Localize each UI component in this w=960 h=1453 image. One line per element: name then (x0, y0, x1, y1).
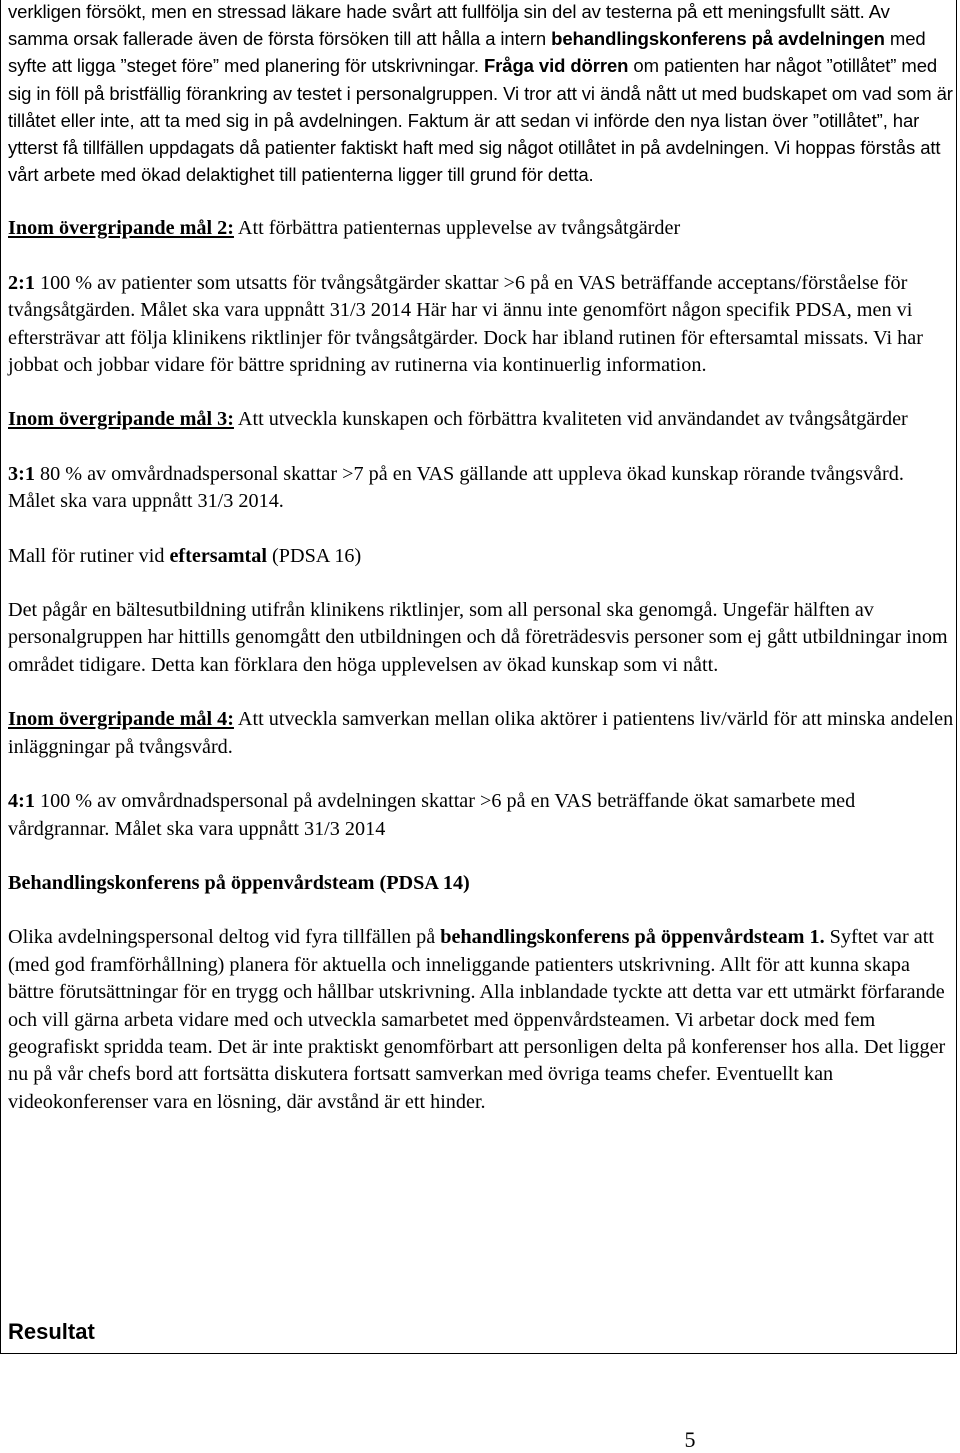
goal4-1-label: 4:1 (8, 790, 35, 813)
intro-text-1: verkligen försökt, men en stressad läkare hade svårt att fullfölja sin del av testerna på ett meningsfullt sätt. Av samma orsak fallerade även de första försöken till att hålla a intern (8, 1, 890, 50)
konf-heading-text: Behandlingskonferens på öppenvårdsteam (PDSA 14) (8, 871, 470, 894)
goal2-heading-text: Att förbättra patienternas upplevelse av tvångsåtgärder (233, 217, 681, 240)
belte-paragraph: Det pågår en bältesutbildning utifrån klinikens riktlinjer, som all personal ska genomgå. Ungefär hälften av personalgruppen har hittills genomgått den utbildningen och då företrädesvis personer som ej gått utbildningar inom området tidigare. Detta kan förklara den höga upplevelsen av ökad kunskap som vi nått. (8, 599, 948, 676)
goal3-heading-label: Inom övergripande mål 3: (8, 408, 234, 431)
goal2-1-label: 2:1 (8, 271, 35, 294)
mall-bold: eftersamtal (169, 544, 267, 567)
intro-bold-1: behandlingskonferens på avdelningen (551, 28, 885, 50)
konf-heading (8, 870, 954, 897)
konf-post: Syftet var att (med god framförhållning) planera för aktuella och inneliggande patienters utskrivning. Allt för att kunna skapa bättre förutsättningar för en trygg och hållbar utskrivning. Alla inblandade tyckte att detta var ett utmärkt förfarande och vill gärna arbeta vidare med och utveckla samarbetet med öppenvårdsteamen. Vi arbetar dock med fem geografiskt spridda team. Det är inte praktiskt genomförbart att personligen delta på konferenser hos alla. Det ligger nu på vår chefs bord att fortsätta diskutera fortsatt samverkan med övriga teams chefer. Eventuellt kan videokonferenser vara en lösning, där avstånd är ett hinder. (8, 926, 946, 1113)
goal3-1-paragraph (8, 461, 954, 516)
goal3-heading (8, 406, 954, 433)
goal4-heading-text: Att utveckla samverkan mellan olika aktörer i patientens liv/värld för att minska andelen inläggningar på tvångsvård. (8, 708, 954, 758)
goal2-1-text: 100 % av patienter som utsatts för tvångsåtgärder skattar >6 på en VAS beträffande acceptans/förståelse för tvångsåtgärden. Målet ska vara uppnått 31/3 2014 Här har vi ännu inte genomfört någon specifik PDSA, men vi eftersträvar att följa klinikens riktlinjer för tvångsåtgärder. Dock har ibland rutinen för eftersamtal missats. Vi har jobbat och jobbar vidare för bättre spridning av rutinerna via kontinuerlig information. (8, 271, 923, 377)
goal2-heading (8, 215, 954, 242)
content-area (8, 0, 954, 1116)
intro-text-3: om patienten har något ”otillåtet” med sig in föll på bristfällig förankring av testet i personalgruppen. Vi tror att vi ändå nått ut med budskapet om vad som är tillåtet eller inte, att ta med sig in på avdelningen. Faktum är att sedan vi införde den nya listan över ”otillåtet”, har ytterst få tillfällen uppdagats då patienter faktiskt haft med sig något otillåtet in på avdelningen. Vi hoppas förstås att vårt arbete med ökad delaktighet till patienterna ligger till grund för detta. (8, 55, 953, 186)
mall-pre: Mall för rutiner vid (8, 544, 170, 567)
goal2-heading-label: Inom övergripande mål 2: (8, 217, 234, 240)
intro-paragraph (8, 0, 954, 188)
mall-post: (PDSA 16) (267, 544, 362, 567)
goal4-heading-label: Inom övergripande mål 4: (8, 708, 234, 731)
page-number: 5 (684, 1427, 696, 1452)
goal2-1-paragraph (8, 270, 954, 380)
konf-bold: behandlingskonferens på öppenvårdsteam 1. (440, 926, 825, 949)
goal4-1-paragraph (8, 788, 954, 843)
goal4-1-text: 100 % av omvårdnadspersonal på avdelningen skattar >6 på en VAS beträffande ökat samarbete med vårdgrannar. Målet ska vara uppnått 31/3 2014 (8, 790, 856, 840)
intro-bold-2: Fråga vid dörren (483, 55, 629, 77)
intro-text-2: med syfte att ligga ”steget före” med planering för utskrivningar. (8, 28, 926, 77)
konf-pre: Olika avdelningspersonal deltog vid fyra tillfällen på (8, 926, 441, 949)
goal4-heading (8, 706, 954, 761)
konf-paragraph (8, 924, 954, 1116)
goal3-1-text: 80 % av omvårdnadspersonal skattar >7 på en VAS gällande att uppleva ökad kunskap rörande tvångsvård. Målet ska vara uppnått 31/3 2014. (8, 462, 904, 513)
goal3-heading-text: Att utveckla kunskapen och förbättra kvaliteten vid användandet av tvångsåtgärder (233, 408, 908, 431)
mall-heading (8, 543, 954, 570)
goal3-1-label: 3:1 (8, 462, 35, 485)
resultat-heading: Resultat (8, 1319, 95, 1344)
